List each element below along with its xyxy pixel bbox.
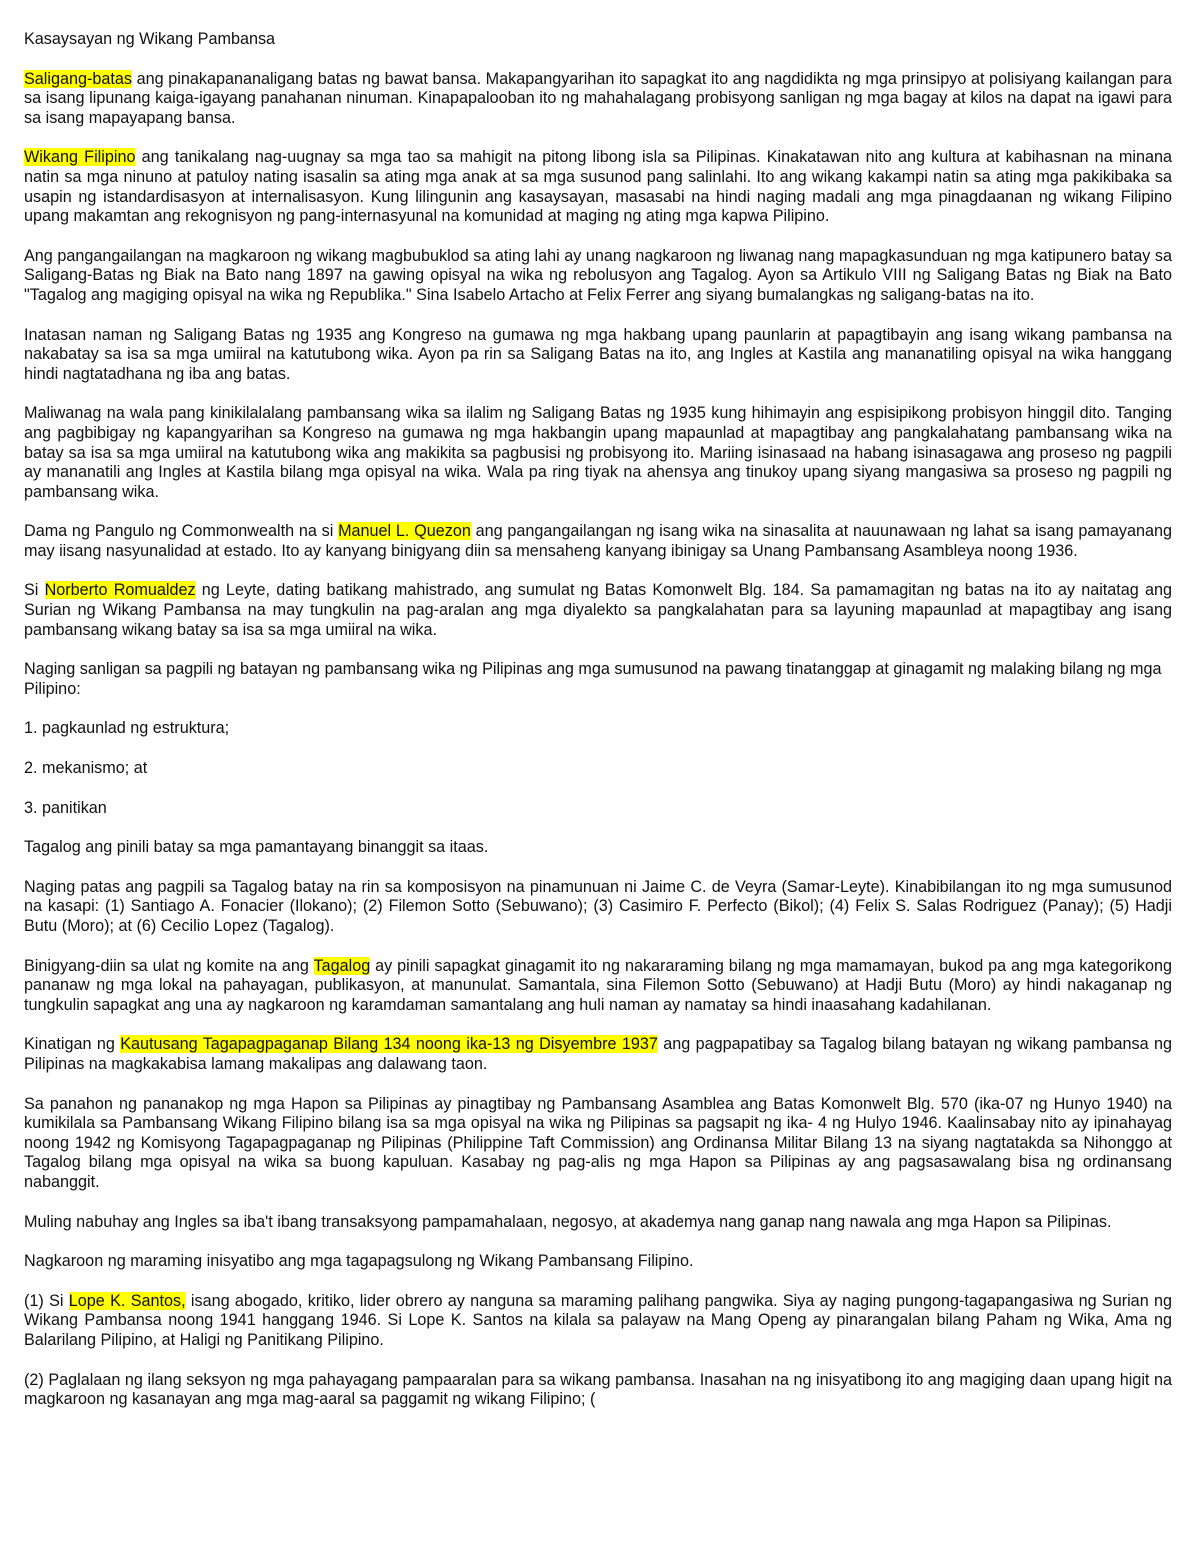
list-item-panitikan: 3. panitikan bbox=[24, 798, 107, 817]
highlight-manuel-quezon: Manuel L. Quezon bbox=[338, 522, 471, 541]
paragraph-inisyatibo: Nagkaroon ng maraming inisyatibo ang mga tagapagsulong ng Wikang Pambansang Filipino. bbox=[24, 1252, 694, 1271]
paragraph-panahon-hapon: Sa panahon ng pananakop ng mga Hapon sa Pilipinas ay pinagtibay ng Pambansang Asamblea ang Batas Komonwelt Blg. 570 (ika-07 ng Hunyo 1940) na kumikilala sa Pambansang Wikang Filipino bilang isa sa mga opisyal na wika ng Pilipinas sa pagsapit ng ika- 4 ng Hulyo 1946. Kaalinsabay nito ay ipinahayag noong 1942 ng Komisyong Tagapagpaganap ng Pilipinas (Philippine Taft Commission) ang Ordinansa Militar Bilang 13 na siyang nagtatakda sa Nihonggo at Tagalog bilang mga opisyal na wika sa buong kapuluan. Kasabay ng pag-alis ng mga Hapon sa Pilipinas ay ang pagsasawalang bisa ng ordinansang nabanggit. bbox=[24, 1094, 1172, 1191]
paragraph-kautusang-134: Kinatigan ng Kautusang Tagapagpaganap Bilang 134 noong ika-13 ng Disyembre 1937 ang pagpapatibay sa Tagalog bilang batayan ng wikang pambansa ng Pilipinas na magkakabisa lamang makalipas ang dalawang taon. bbox=[24, 1035, 1172, 1073]
paragraph-romualdez: Si Norberto Romualdez ng Leyte, dating batikang mahistrado, ang sumulat ng Batas Komonwelt Blg. 184. Sa pamamagitan ng batas na ito ay naitatag ang Surian ng Wikang Pambansa na may tungkulin na pag-aralan ang mga diyalekto sa pangkalahatan para sa layuning mapaunlad at mapagtibay ang isang pambansang wikang batay sa isa sa mga umiiral na wika. bbox=[24, 581, 1172, 639]
highlight-tagalog: Tagalog bbox=[313, 956, 371, 975]
paragraph-biak-na-bato: Ang pangangailangan na magkaroon ng wikang magbubuklod sa ating lahi ay unang nagkaroon ng liwanag nang mapagkasunduan ng mga katipunero batay sa Saligang-Batas ng Biak na Bato nang 1897 na gawing opisyal na wika ng rebolusyon ang Tagalog. Ayon sa Artikulo VIII ng Saligang Batas ng Biak na Bato "Tagalog ang magiging opisyal na wika ng Republika." Sina Isabelo Artacho at Felix Ferrer ang siyang bumalangkas ng saligang-batas na ito. bbox=[24, 246, 1172, 304]
paragraph-ingles-muling-nabuhay: Muling nabuhay ang Ingles sa iba't ibang transaksyong pampamahalaan, negosyo, at akademya nang ganap nang nawala ang mga Hapon sa Pilipinas. bbox=[24, 1212, 1112, 1231]
list-item-estruktura: 1. pagkaunlad ng estruktura; bbox=[24, 719, 230, 738]
paragraph-tagalog-pinili: Tagalog ang pinili batay sa mga pamantayang binanggit sa itaas. bbox=[24, 838, 489, 857]
paragraph-paglalaan-seksyon: (2) Paglalaan ng ilang seksyon ng mga pahayagang pampaaralan para sa wikang pambansa. Inasahan na ng inisyatibong ito ang magiging daan upang higit na magkaroon ng kasanayan ang mga mag-aaral sa paggamit ng wikang Filipino; ( bbox=[24, 1370, 1172, 1409]
highlight-saligang-batas: Saligang-batas bbox=[24, 69, 132, 88]
highlight-kautusang-tagapagpaganap: Kautusang Tagapagpaganap Bilang 134 noong ika-13 ng Disyembre 1937 bbox=[120, 1035, 658, 1054]
paragraph-walang-pambansang-wika: Maliwanag na wala pang kinikilalalang pambansang wika sa ilalim ng Saligang Batas ng 1935 kung hihimayin ang espisipikong probisyon hinggil dito. Tanging ang pagbibigay ng kapangyarihan sa Kongreso na gumawa ng mga hakbangin upang mapaunlad at mapagtibay ang pangkalahatang pambansang wika na batay sa isa sa mga umiiral na katutubong wika ang makikita sa pagbusisi ng probisyong ito. Mariing isinasaad na habang isinasagawa ang proseso ng pagpili ay mananatili ang Ingles at Kastila bilang mga opisyal na wika. Wala pa ring tiyak na ahensya ang tinukoy upang siyang mangasiwa sa proseso ng pagpili ng pambansang wika. bbox=[24, 404, 1172, 501]
highlight-wikang-filipino: Wikang Filipino bbox=[24, 148, 136, 167]
highlight-norberto-romualdez: Norberto Romualdez bbox=[44, 581, 196, 600]
paragraph-wikang-filipino: Wikang Filipino ang tanikalang nag-uugnay sa mga tao sa mahigit na pitong libong isla sa Pilipinas. Kinakatawan nito ang kultura at kabihasnan na minana natin sa mga ninuno at patuloy nating isasalin sa ating mga anak at sa mga susunod pang salinlahi. Ito ang wikang kakampi natin sa ating mga pakikibaka sa usapin ng istandardisasyon at internalisasyon. Kung lilingunin ang kasaysayan, masasabi na hindi naging madali ang mga pinagdaanan ng wikang Filipino upang makamtan ang rekognisyon ng pang-internasyunal na komunidad at maging ng ating mga kapwa Pilipino. bbox=[24, 148, 1172, 226]
paragraph-ulat-komite: Binigyang-diin sa ulat ng komite na ang Tagalog ay pinili sapagkat ginagamit ito ng nakararaming bilang ng mga mamamayan, bukod pa ang mga kategorikong pananaw ng mga lokal na pahayagan, publikasyon, at manunulat. Samantala, sina Filemon Sotto (Sebuwano) at Hadji Butu (Moro) ay hindi nakaganap ng tungkulin sapagkat ang una ay nagkaroon ng karamdaman samantalang ang huli naman ay namatay sa hindi inaasahang kadahilanan. bbox=[24, 956, 1172, 1014]
paragraph-komposisyon: Naging patas ang pagpili sa Tagalog batay na rin sa komposisyon na pinamunuan ni Jaime C. de Veyra (Samar-Leyte). Kinabibilangan ito ng mga sumusunod na kasapi: (1) Santiago A. Fonacier (Ilokano); (2) Filemon Sotto (Sebuwano); (3) Casimiro F. Perfecto (Bikol); (4) Felix S. Salas Rodriguez (Panay); (5) Hadji Butu (Moro); at (6) Cecilio Lopez (Tagalog). bbox=[24, 877, 1172, 935]
paragraph-sanligan-pagpili: Naging sanligan sa pagpili ng batayan ng pambansang wika ng Pilipinas ang mga sumusunod na pawang tinatanggap at ginagamit ng malaking bilang ng mga Pilipino: bbox=[24, 660, 1162, 698]
paragraph-saligang-batas-1935: Inatasan naman ng Saligang Batas ng 1935 ang Kongreso na gumawa ng mga hakbang upang paunlarin at papagtibayin ang isang wikang pambansa na nakabatay sa isa sa mga umiiral na katutubong wika. Ayon pa rin sa Saligang Batas na ito, ang Ingles at Kastila ang mananatiling opisyal na wika hanggang hindi nagtatadhana ng iba ang batas. bbox=[24, 325, 1172, 383]
paragraph-saligang-batas: Saligang-batas ang pinakapananaligang batas ng bawat bansa. Makapangyarihan ito sapagkat ito ang nagdidikta ng mga prinsipyo at polisiyang kailangan para sa isang lipunang kaiga-igayang panahanan ninuman. Kinapapalooban ito ng mahahalagang probisyong sanligan ng mga bagay at kilos na dapat na igawi para sa isang mapayapang bansa. bbox=[24, 69, 1172, 127]
paragraph-quezon: Dama ng Pangulo ng Commonwealth na si Manuel L. Quezon ang pangangailangan ng isang wika na sinasalita at nauunawaan ng lahat sa isang pamayanang may iisang nasyunalidad at estado. Ito ay kanyang binigyang diin sa mensaheng kanyang ibinigay sa Unang Pambansang Asambleya noong 1936. bbox=[24, 522, 1173, 560]
paragraph-lope-santos: (1) Si Lope K. Santos, isang abogado, kritiko, lider obrero ay nanguna sa maraming palihang pangwika. Siya ay naging pungong-tagapangasiwa ng Surian ng Wikang Pambansa noong 1941 hanggang 1946. Si Lope K. Santos na kilala sa palayaw na Mang Openg ay pinarangalan bilang Paham ng Wika, Ama ng Balarilang Pilipino, at Haligi ng Panitikang Pilipino. bbox=[24, 1291, 1172, 1349]
highlight-lope-santos: Lope K. Santos, bbox=[68, 1291, 186, 1310]
document-title: Kasaysayan ng Wikang Pambansa bbox=[24, 30, 276, 48]
list-item-mekanismo: 2. mekanismo; at bbox=[24, 759, 148, 778]
